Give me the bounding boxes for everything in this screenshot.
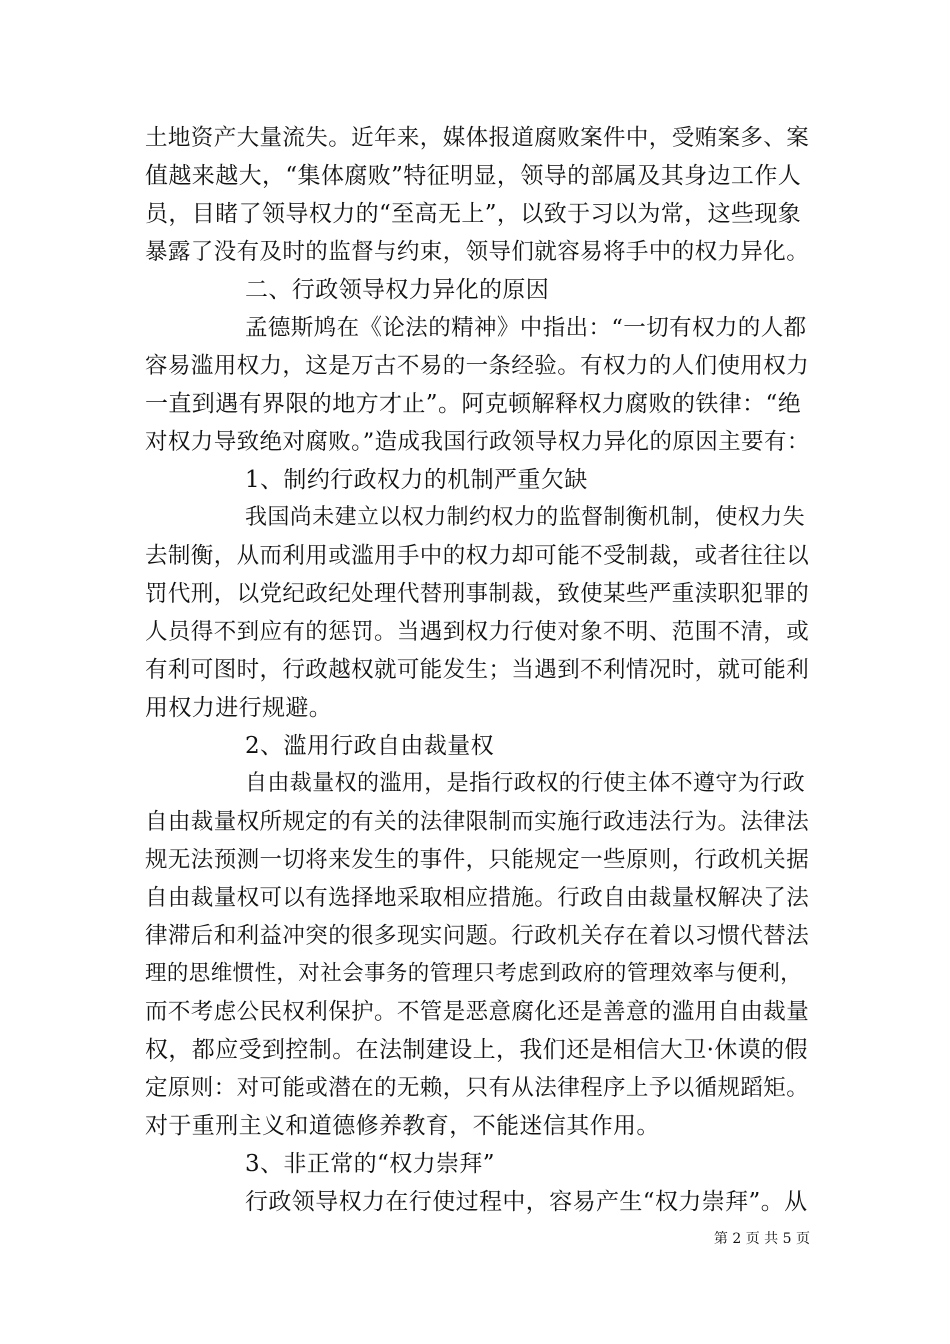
text-line: 容易滥用权力，这是万古不易的一条经验。有权力的人们使用权力 bbox=[145, 353, 810, 379]
text-line: 我国尚未建立以权力制约权力的监督制衡机制，使权力失 bbox=[245, 505, 806, 530]
text-line: 孟德斯鸠在《论法的精神》中指出：“一切有权力的人都 bbox=[245, 315, 807, 341]
text-line: 权，都应受到控制。在法制建设上，我们还是相信大卫·休谟的假 bbox=[145, 1037, 808, 1063]
text-line: 人员得不到应有的惩罚。当遇到权力行使对象不明、范围不清，或 bbox=[145, 619, 810, 645]
text-line: 土地资产大量流失。近年来，媒体报道腐败案件中，受贿案多、案 bbox=[145, 125, 810, 151]
text-line: 自由裁量权所规定的有关的法律限制而实施行政违法行为。法律法 bbox=[145, 809, 810, 835]
text-line: 定原则：对可能或潜在的无赖，只有从法律程序上予以循规蹈矩。 bbox=[145, 1075, 810, 1101]
subsection-heading: 1、制约行政权力的机制严重欠缺 bbox=[245, 467, 588, 493]
page-footer: 第 2 页 共 5 页 bbox=[713, 1231, 810, 1247]
text-line: 而不考虑公民权利保护。不管是恶意腐化还是善意的滥用自由裁量 bbox=[145, 999, 810, 1025]
text-line: 律滞后和利益冲突的很多现实问题。行政机关存在着以习惯代替法 bbox=[145, 923, 810, 949]
text-line: 一直到遇有界限的地方才止”。阿克顿解释权力腐败的铁律：“绝 bbox=[145, 391, 802, 417]
section-heading: 二、行政领导权力异化的原因 bbox=[245, 277, 550, 303]
subsection-heading: 2、滥用行政自由裁量权 bbox=[245, 733, 495, 759]
text-line: 自由裁量权的滥用，是指行政权的行使主体不遵守为行政 bbox=[245, 771, 806, 796]
text-line: 用权力进行规避。 bbox=[145, 695, 333, 721]
text-line: 员，目睹了领导权力的“至高无上”，以致于习以为常，这些现象 bbox=[145, 201, 802, 227]
subsection-heading: 3、非正常的“权力崇拜” bbox=[245, 1151, 495, 1177]
text-line: 对权力导致绝对腐败。”造成我国行政领导权力异化的原因主要有： bbox=[145, 429, 810, 455]
text-line: 自由裁量权可以有选择地采取相应措施。行政自由裁量权解决了法 bbox=[145, 885, 810, 911]
text-line: 对于重刑主义和道德修养教育，不能迷信其作用。 bbox=[145, 1113, 660, 1139]
text-line: 去制衡，从而利用或滥用手中的权力却可能不受制裁，或者往往以 bbox=[145, 543, 810, 569]
text-line: 有利可图时，行政越权就可能发生；当遇到不利情况时，就可能利 bbox=[145, 657, 810, 683]
text-line: 规无法预测一切将来发生的事件，只能规定一些原则，行政机关据 bbox=[145, 847, 810, 873]
text-line: 行政领导权力在行使过程中，容易产生“权力崇拜”。从 bbox=[245, 1189, 808, 1215]
text-line: 值越来越大，“集体腐败”特征明显，领导的部属及其身边工作人 bbox=[145, 163, 802, 189]
text-line: 暴露了没有及时的监督与约束，领导们就容易将手中的权力异化。 bbox=[145, 239, 810, 265]
text-line: 罚代刑，以党纪政纪处理代替刑事制裁，致使某些严重渎职犯罪的 bbox=[145, 581, 810, 607]
text-line: 理的思维惯性，对社会事务的管理只考虑到政府的管理效率与便利， bbox=[145, 961, 803, 986]
